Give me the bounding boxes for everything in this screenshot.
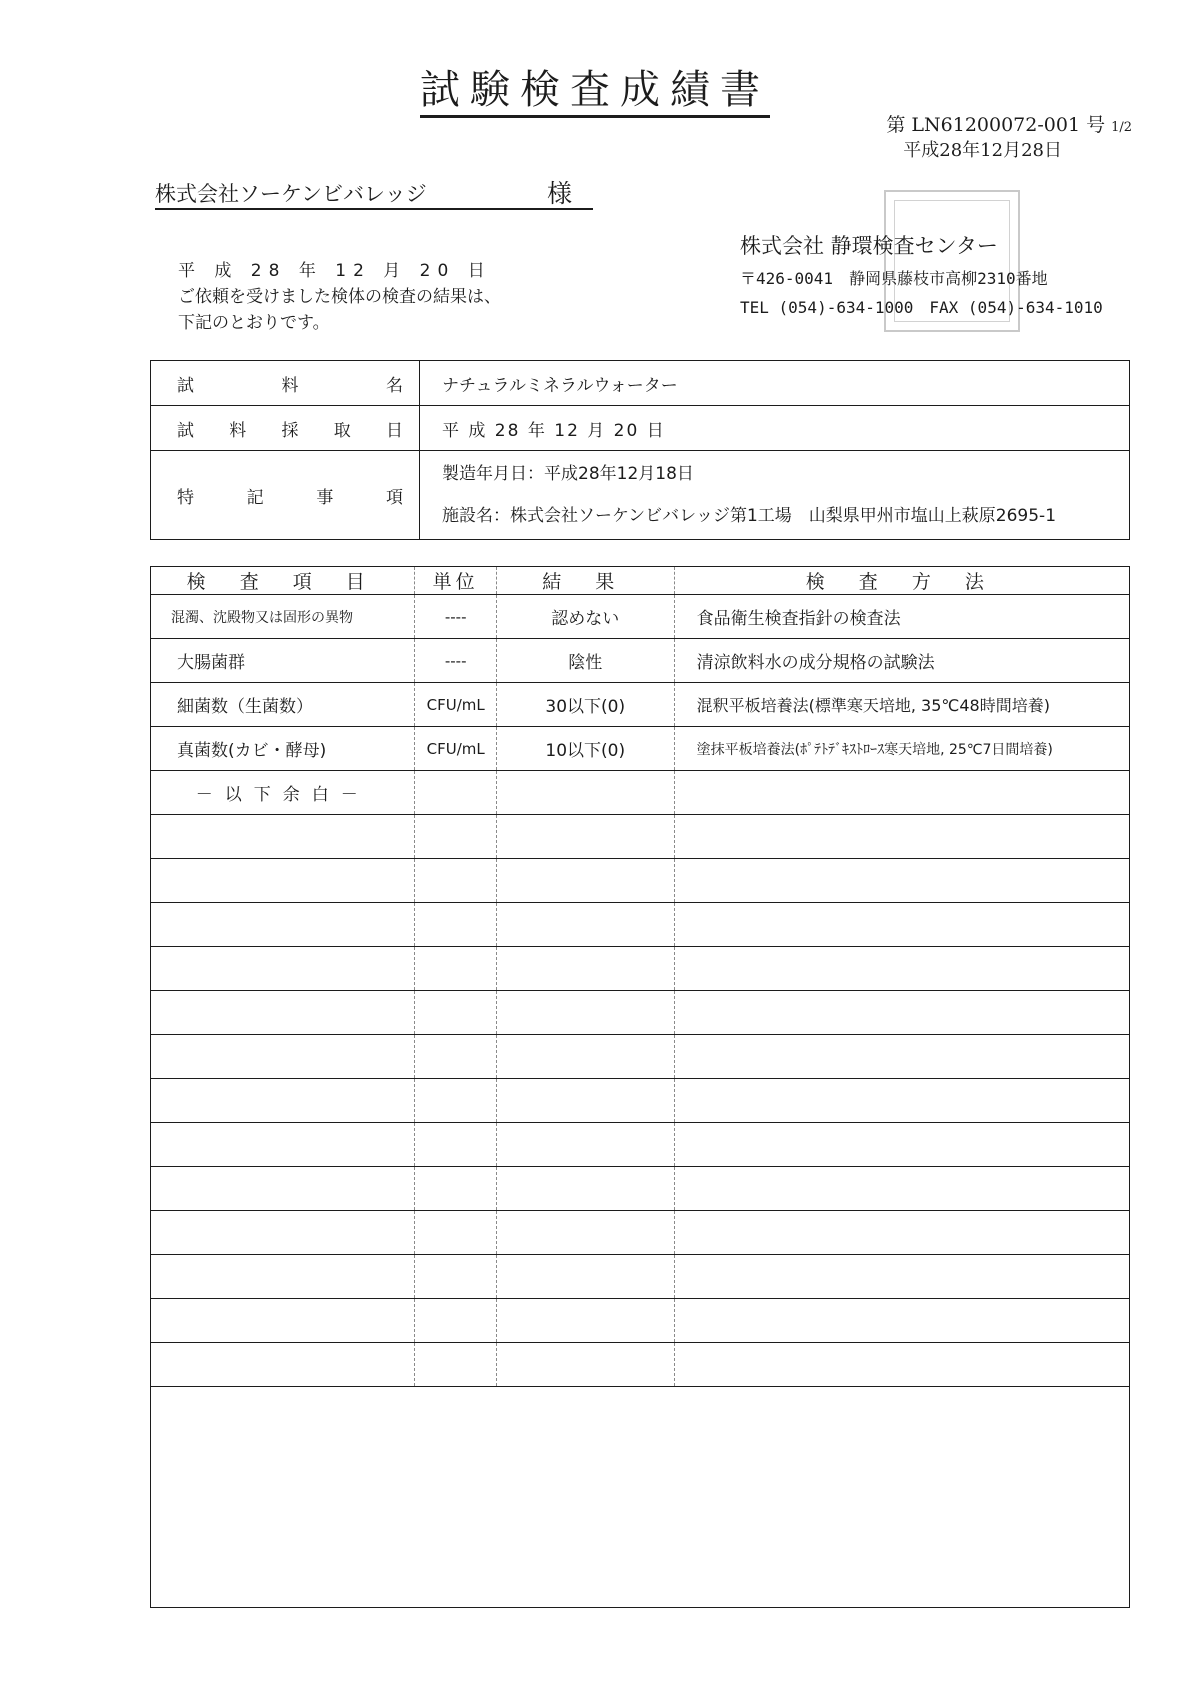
header-unit: 単位: [415, 567, 496, 595]
table-row: [151, 595, 1130, 639]
blank-row: [151, 815, 1130, 859]
row-unit: ----: [415, 639, 496, 683]
label-char: 採: [281, 420, 299, 441]
intro-date: 平 成 28 年 12 月 20 日: [178, 261, 492, 281]
manufacture-date: 製造年月日：平成28年12月18日: [442, 464, 694, 484]
row-result: 10以下(0): [496, 727, 674, 771]
blank-row: [151, 1343, 1130, 1387]
row-result: 30以下(0): [496, 683, 674, 727]
issue-date: 平成28年12月28日: [903, 140, 1062, 161]
header-result: 結 果: [496, 567, 674, 595]
end-marker: －以下余白－: [151, 771, 415, 815]
client-block: [155, 178, 593, 210]
label-char: 記: [246, 487, 264, 508]
end-marker-row: [151, 771, 1130, 815]
table-row: [151, 683, 1130, 727]
sample-date-value: 平 成 28 年 12 月 20 日: [420, 406, 1130, 451]
label-char: 名: [386, 375, 403, 396]
blank-row: [151, 947, 1130, 991]
intro-line-1: ご依頼を受けました検体の検査の結果は、: [178, 287, 501, 307]
facility: 施設名：株式会社ソーケンビバレッジ第1工場 山梨県甲州市塩山上萩原2695-1: [442, 506, 1057, 526]
label-char: 日: [386, 420, 403, 441]
sample-notes-value: [420, 451, 1130, 540]
label-char: 料: [229, 420, 247, 441]
blank-row: [151, 991, 1130, 1035]
row-result: 陰性: [496, 639, 674, 683]
row-item: 細菌数（生菌数）: [151, 683, 415, 727]
document-number-text: 第 LN61200072-001 号: [886, 114, 1106, 136]
label-char: 事: [316, 487, 334, 508]
client-name: 株式会社ソーケンビバレッジ: [155, 182, 427, 206]
sample-name-label: [151, 361, 420, 406]
row-item: 混濁、沈殿物又は固形の異物: [151, 595, 415, 639]
row-method: 混釈平板培養法(標準寒天培地, 35℃48時間培養): [674, 683, 1129, 727]
blank-area: [151, 1387, 1130, 1608]
blank-row: [151, 1299, 1130, 1343]
row-result: 認めない: [496, 595, 674, 639]
label-char: 料: [281, 375, 299, 396]
table-row: [151, 727, 1130, 771]
sample-notes-row: [151, 451, 1130, 540]
lab-info: [740, 230, 1103, 324]
lab-name: 株式会社 静環検査センター: [740, 234, 998, 258]
header-item: 検 査 項 目: [151, 567, 415, 595]
row-method: 清涼飲料水の成分規格の試験法: [674, 639, 1129, 683]
label-char: 特: [177, 487, 194, 508]
table-row: [151, 639, 1130, 683]
blank-row: [151, 1035, 1130, 1079]
blank-row: [151, 1211, 1130, 1255]
label-char: 項: [385, 487, 403, 508]
intro-text: [178, 258, 501, 336]
row-unit: ----: [415, 595, 496, 639]
sample-name-row: [151, 361, 1130, 406]
row-method: 食品衛生検査指針の検査法: [674, 595, 1129, 639]
row-unit: CFU/mL: [415, 683, 496, 727]
blank-row: [151, 859, 1130, 903]
row-method: 塗抹平板培養法(ﾎﾟﾃﾄﾃﾞｷｽﾄﾛｰｽ寒天培地, 25℃7日間培養): [674, 727, 1129, 771]
sample-name-value: ナチュラルミネラルウォーター: [420, 361, 1130, 406]
document-number: [886, 110, 1132, 137]
document-title: 試験検査成績書: [0, 58, 1190, 115]
row-item: 大腸菌群: [151, 639, 415, 683]
client-honorific: 様: [547, 179, 573, 208]
blank-row: [151, 1079, 1130, 1123]
label-char: 取: [333, 420, 351, 441]
label-char: 試: [177, 420, 194, 441]
sample-notes-label: [151, 451, 420, 540]
row-unit: CFU/mL: [415, 727, 496, 771]
results-table: [150, 566, 1130, 1608]
label-char: 試: [177, 375, 194, 396]
blank-row: [151, 1123, 1130, 1167]
page-indicator: 1/2: [1111, 120, 1132, 135]
blank-row: [151, 1167, 1130, 1211]
row-item: 真菌数(カビ・酵母): [151, 727, 415, 771]
sample-date-row: [151, 406, 1130, 451]
blank-row: [151, 1255, 1130, 1299]
sample-info-table: [150, 360, 1130, 540]
results-header-row: [151, 567, 1130, 595]
lab-tel-fax: TEL (054)-634-1000 FAX (054)-634-1010: [740, 298, 1103, 317]
blank-row: [151, 903, 1130, 947]
lab-address: 〒426-0041 静岡県藤枝市高柳2310番地: [740, 269, 1048, 288]
sample-date-label: [151, 406, 420, 451]
intro-line-2: 下記のとおりです。: [178, 313, 330, 333]
header-method: 検 査 方 法: [674, 567, 1129, 595]
